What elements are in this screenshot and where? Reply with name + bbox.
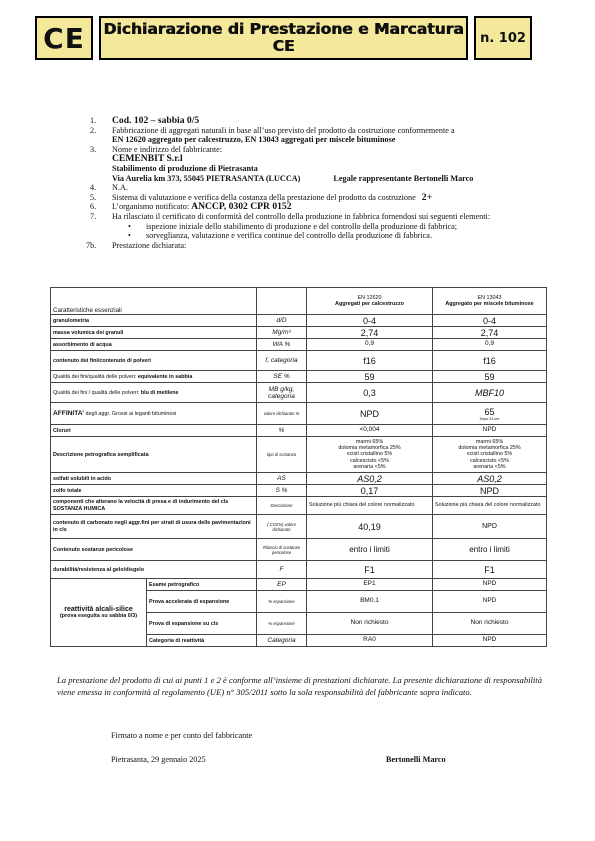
table-row-aar: reattività alcali-silice (prova eseguita su sabbia 0/3) Esame petrografico EP EP1 NPD [51,579,547,591]
item-4: 4. N.A. [90,183,128,193]
table-row: massa volumica dei granuli Mg/m³ 2,74 2,74 [51,327,547,339]
table-row: Cloruri % <0,004 NPD [51,425,547,437]
item-6: 6. L’organismo notificato: ANCCP, 0302 CPR 0152 [90,201,292,213]
column-en13043: EN 13043 Aggregato per miscele bituminose [433,288,547,315]
table-row: AFFINITA’ degli aggr. Grossi ai leganti bituminosi valore dichiarato % NPD 65 Dopo 24 ore [51,403,547,425]
conformity-statement: La prestazione del prodotto di cui ai punti 1 e 2 è conforme all’insieme di prestazioni dichiarate. La presente dichiarazione di responsabilità viene emessa in conformità al regolamento (UE) n° 305/2011 sotto la sola responsabilità del fabbricante sopra indicato. [57,675,542,698]
alkali-silica-reactivity: reattività alcali-silice (prova eseguita su sabbia 0/3) [51,579,147,647]
table-row-aar: Prova accelerata di espansione % espansione BM0,1 NPD [51,591,547,613]
table-row: Descrizione petrografica semplificata tipo di sostanza marmi 65% dolomia metamorfica 25% scisti cristallino 5% calcescisto <5% arenaria <5% marmi 65% dolomia metamorfica 25% scisti cristallino 5% calcescisto <5% arenaria <5% [51,437,547,473]
ce-mark-logo: CE [35,16,93,60]
table-row: Qualità dei fini/qualità delle polveri: equivalente in sabbia SE % 59 59 [51,371,547,383]
bullet-item: • ispezione iniziale dello stabilimento di produzione e del controllo della produzione di fabbrica; [128,221,458,231]
notified-body: ANCCP, 0302 CPR 0152 [191,201,292,213]
table-row-aar: Categoria di reattività Categoria RA0 NPD [51,635,547,647]
item-5: 5. Sistema di valutazione e verifica della costanza della prestazione del prodotto da costruzione 2+ [90,191,433,203]
document-number: n. 102 [474,16,532,60]
table-row-aar: Prova di espansione su cls % espansione Non richiesto Non richiesto [51,613,547,635]
item-1: 1. Cod. 102 – sabbia 0/5 [90,116,535,126]
column-en12620: EN 12620 Aggregati per calcestruzzo [307,288,433,315]
document-header [35,16,532,60]
table-row: solfati solubili in acido AS AS0,2 AS0,2 [51,473,547,485]
table-row: assorbimento di acqua WA % 0,9 0,9 [51,339,547,351]
table-row: componenti che alterano la velocità di presa e di indurimento del cls SOSTANZA HUMICA Descrizione Soluzione più chiara del colore normalizzato Soluzione più chiara del colore normalizzato [51,497,547,515]
bullet-item: • sorveglianza, valutazione e verifica continue del controllo della produzione di fabbrica. [128,231,432,241]
table-row: contenuto dei fini/contenuto di polveri f, categoria f16 f16 [51,351,547,371]
item-3: 3. Nome e indirizzo del fabbricante: CEMENBIT S.r.l Stabilimento di produzione di Pietrasanta Via Aurelia km 373, 55045 PIETRASANTA (LUCCA) Legale rappresentante Bertonelli Marco [90,144,474,183]
document-title: Dichiarazione di Prestazione e Marcatura CE [99,16,468,60]
bullet-icon: • [128,231,131,241]
performance-table [50,287,547,647]
company-address: Via Aurelia km 373, 55045 PIETRASANTA (LUCCA) [112,173,301,183]
table-row: zolfo totale S % 0,17 NPD [51,485,547,497]
item-7: 7. Ha rilasciato il certificato di conformità del controllo della produzione in fabbrica fornendosi sui seguenti elementi: [90,211,491,221]
item-2: 2. Fabbricazione di aggregati naturali in base all’uso previsto del prodotto da costruzione conformemente a EN 12620 aggregato per calcestruzzo, EN 13043 aggregati per miscele bituminose [90,125,455,145]
item-7b: 7b. Prestazione dichiarata: [86,240,187,250]
company-name: CEMENBIT S.r.l [112,153,183,165]
table-row: contenuto di carbonato negli aggr.fini per strati di usura delle pavimentazioni in cls ( CO2%) valore dichiarato 40,19 NPD [51,515,547,539]
signed-for-label: Firmato a nome e per conto del fabbricante [111,731,253,740]
declaration-items [86,115,535,250]
legal-representative: Legale rappresentante Bertonelli Marco [333,173,474,183]
bullet-icon: • [128,221,131,231]
table-row: durabilità/resistenza al gelo/disgelo F F1 F1 [51,561,547,579]
product-code: Cod. 102 – sabbia 0/5 [112,115,200,126]
table-header-row: Caratteristiche essenziali EN 12620 Aggregati per calcestruzzo EN 13043 Aggregato per miscele bituminose [51,288,547,315]
table-row: Qualità dei fini / qualità delle polveri: blu di metilene MB g/kg, categoria 0,3 MBF10 [51,383,547,403]
table-row: Contenuto sostanze pericolose Rilascio di sostanze pericolose entro i limiti entro i limiti [51,539,547,561]
place-date: Pietrasanta, 29 gennaio 2025 [111,755,206,764]
table-row: granulometria d/D 0-4 0-4 [51,315,547,327]
signer-name: Bertonelli Marco [386,755,446,764]
